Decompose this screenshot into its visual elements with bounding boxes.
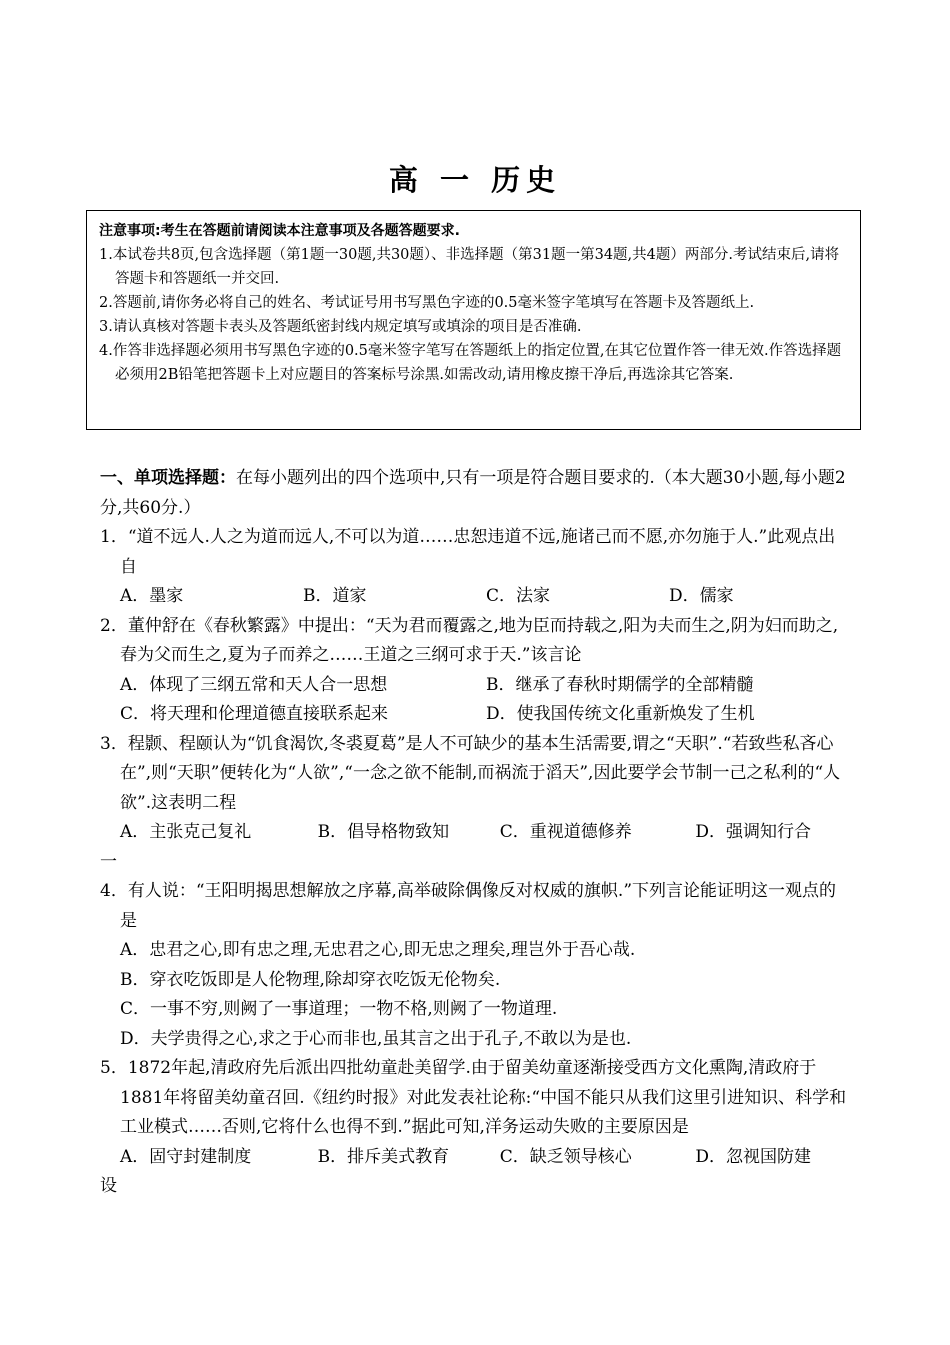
option-d: D．夫学贵得之心,求之于心而非也,虽其言之出于孔子,不敢以为是也.	[120, 1028, 632, 1049]
question-stem: 5．1872年起,清政府先后派出四批幼童赴美留学.由于留美幼童逐渐接受西方文化熏陶,清政府于1881年将留美幼童召回.《纽约时报》对此发表社论称:“中国不能只从我们这里引进知识、科学和工业模式……否则,它将什么也得不到.”据此可知,洋务运动失败的主要原因是	[100, 1058, 847, 1137]
option-d: D．儒家	[669, 586, 734, 606]
option-b: B．穿衣吃饭即是人伦物理,除却穿衣吃饭无伦物矣.	[120, 969, 501, 990]
section-heading	[100, 464, 852, 523]
notice-item: 4.作答非选择题必须用书写黑色字迹的0.5毫米签字笔写在答题纸上的指定位置,在其它位置作答一律无效.作答选择题必须用2B铅笔把答题卡上对应题目的答案标号涂黑.如需改动,请用橡皮擦干净后,再选涂其它答案.	[99, 343, 842, 383]
option-b: B．继承了春秋时期儒学的全部精髓	[486, 674, 754, 695]
option-d: D．强调知行合	[695, 822, 812, 842]
option-row	[100, 700, 852, 730]
option-wrap-text: 设	[100, 1176, 117, 1196]
question-stem: 3．程颢、程颐认为“饥食渴饮,冬裘夏葛”是人不可缺少的基本生活需要,谓之“天职”.“若致些私吝心在”,则“天职”便转化为“人欲”,“一念之欲不能制,而祸流于滔天”,因此要学会节制一己之私利的“人欲”.这表明二程	[100, 733, 841, 813]
question-stem: 1．“道不远人.人之为道而远人,不可以为道……忠恕违道不远,施诸己而不愿,亦勿施于人.”此观点出自	[100, 527, 836, 577]
option-row	[100, 818, 852, 848]
notice-box	[86, 210, 861, 430]
notice-item: 1.本试卷共8页,包含选择题（第1题一30题,共30题）、非选择题（第31题一第34题,共4题）两部分.考试结束后,请将答题卡和答题纸一并交回.	[99, 247, 840, 287]
section-title: 一、单项选择题：	[100, 468, 236, 488]
option-row	[100, 671, 852, 701]
option-a: A．固守封建制度	[120, 1146, 252, 1167]
option-c: C．一事不穷,则阙了一事道理；一物不格,则阙了一物道理.	[120, 999, 558, 1019]
option-c: C．法家	[486, 586, 551, 606]
option-b: B．倡导格物致知	[317, 822, 450, 842]
option-c: C．重视道德修养	[499, 822, 632, 842]
option-c: C．缺乏领导核心	[499, 1146, 632, 1167]
notice-heading: 注意事项:考生在答题前请阅读本注意事项及各题答题要求.	[99, 223, 460, 239]
option-a: A．主张克己复礼	[120, 822, 252, 842]
section-instructions: 在每小题列出的四个选项中,只有一项是符合题目要求的.（本大题30小题,每小题2分,共60分.）	[100, 468, 846, 518]
option-d: D．忽视国防建	[695, 1146, 812, 1167]
question-stem: 4．有人说：“王阳明揭思想解放之序幕,高举破除偶像反对权威的旗帜.”下列言论能证明这一观点的是	[100, 881, 837, 931]
page-title: 高 一 历史	[388, 163, 562, 197]
question-stem: 2．董仲舒在《春秋繁露》中提出：“天为君而覆露之,地为臣而持载之,阳为夫而生之,阴为妇而助之,春为父而生之,夏为子而养之……王道之三纲可求于天.”该言论	[100, 615, 839, 665]
option-b: B．道家	[303, 586, 367, 606]
option-b: B．排斥美式教育	[317, 1146, 450, 1167]
option-row	[100, 582, 852, 612]
option-c: C．将天理和伦理道德直接联系起来	[120, 704, 389, 724]
option-d: D．使我国传统文化重新焕发了生机	[486, 704, 755, 724]
notice-item: 2.答题前,请你务必将自己的姓名、考试证号用书写黑色字迹的0.5毫米签字笔填写在答题卡及答题纸上.	[99, 295, 755, 311]
notice-item: 3.请认真核对答题卡表头及答题纸密封线内规定填写或填涂的项目是否准确.	[99, 319, 582, 335]
option-a: A．墨家	[120, 586, 184, 606]
option-wrap-text: 一	[100, 851, 117, 872]
option-a: A．体现了三纲五常和天人合一思想	[120, 674, 388, 695]
option-a: A．忠君之心,即有忠之理,无忠君之心,即无忠之理矣,理岂外于吾心哉.	[120, 940, 636, 960]
option-row	[100, 1143, 852, 1173]
question-section	[100, 464, 852, 1202]
